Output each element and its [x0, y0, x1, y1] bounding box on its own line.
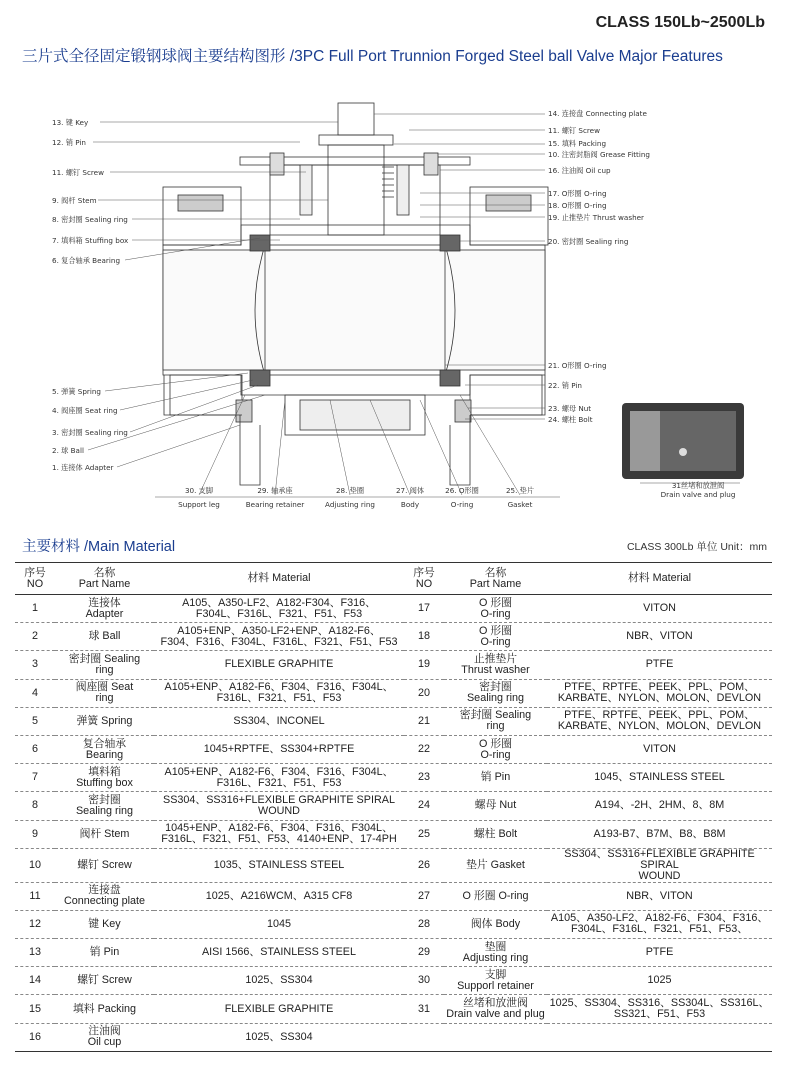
cell-material: 1025、A216WCM、A315 CF8	[205, 889, 353, 902]
cell-no: 5	[31, 714, 38, 727]
cell-no: 13	[28, 946, 41, 959]
cell-no: 20	[417, 686, 430, 699]
table-row	[15, 820, 772, 848]
cell-no: 30	[417, 974, 430, 987]
callout-o-ring-26-en: O-ring	[450, 500, 474, 509]
table-row	[15, 764, 772, 792]
cell-part-name: 注油阀 Oil cup	[87, 1025, 122, 1049]
callout-o-ring-18: 18. O形圈 O-ring	[548, 201, 607, 210]
callout-pin: 12. 销 Pin	[52, 138, 86, 147]
cell-no	[404, 1023, 444, 1051]
header-no-right: 序号 NO	[413, 566, 435, 590]
table-row	[15, 651, 772, 679]
cell-part-name: 连接盘 Connecting plate	[63, 884, 146, 908]
callout-adjusting-ring-en: Adjusting ring	[325, 500, 375, 509]
cell-no: 27	[417, 889, 430, 902]
cell-part-name: 支脚 Supporl retainer	[457, 968, 534, 992]
cell-part-name: 密封圈 Sealing ring	[68, 652, 141, 676]
callout-adjusting-ring-cn: 28. 垫圈	[335, 486, 365, 495]
table-row	[15, 995, 772, 1023]
cell-no: 2	[31, 630, 38, 643]
cell-part-name: 阀杆 Stem	[79, 827, 130, 840]
callout-adapter: 1. 连接体 Adapter	[52, 463, 114, 472]
cell-no: 9	[31, 827, 38, 840]
callout-thrust-washer: 19. 止推垫片 Thrust washer	[548, 213, 645, 222]
unit-label: CLASS 300Lb 单位 Unit：mm	[626, 541, 767, 553]
callout-stem: 9. 阀杆 Stem	[52, 196, 97, 205]
cell-no: 3	[31, 658, 38, 671]
cell-part-name: 螺钉 Screw	[77, 858, 132, 871]
cell-material: PTFE、RPTFE、PEEK、PPL、POM、 KARBATE、NYLON、MOLON、DEVLON	[557, 709, 762, 733]
connecting-plate-shape	[338, 103, 374, 135]
callout-body-cn: 27. 阀体	[395, 486, 425, 495]
callout-bearing-retainer-en: Bearing retainer	[245, 500, 305, 509]
cell-no: 10	[28, 858, 41, 871]
cell-part-name: 填料 Packing	[72, 1002, 136, 1015]
cell-part-name: 螺钉 Screw	[77, 974, 132, 987]
callout-ball: 2. 球 Ball	[52, 446, 84, 455]
cell-no: 14	[28, 974, 41, 987]
table-row	[15, 707, 772, 735]
callout-packing: 15. 填料 Packing	[548, 139, 607, 148]
cell-material: NBR、VITON	[626, 889, 693, 902]
cell-material: FLEXIBLE GRAPHITE	[224, 1002, 334, 1015]
cell-part-name: 密封圈 Sealing ring	[459, 709, 532, 733]
cell-no: 4	[31, 686, 38, 699]
valve-cross-section	[0, 95, 795, 525]
cell-material: 1045+ENP、A182-F6、F304、F316、F304L、 F316L、F321、F51、F53、4140+ENP、17-4PH	[161, 822, 397, 846]
inset-caption-cn: 31丝堵和放泄阀	[671, 481, 725, 490]
cell-material: PTFE、RPTFE、PEEK、PPL、POM、 KARBATE、NYLON、MOLON、DEVLON	[557, 681, 762, 705]
header-material-right: 材料 Material	[628, 572, 691, 584]
cell-material: A105、A350-LF2、A182-F304、F316、 F304L、F316L、F321、F51、F53	[182, 596, 376, 620]
cell-part-name: 阀体 Body	[470, 917, 521, 930]
header-no: 序号 NO	[24, 566, 46, 590]
callout-gasket-en: Gasket	[507, 500, 533, 509]
cell-part-name: 丝堵和放泄阀 Drain valve and plug	[446, 997, 545, 1021]
table-row	[15, 679, 772, 707]
callout-bolt: 24. 螺柱 Bolt	[548, 415, 593, 424]
cell-part-name: O 形圈 O-ring	[462, 889, 529, 902]
callout-sealing-ring-20: 20. 密封圈 Sealing ring	[548, 237, 629, 246]
callout-body-en: Body	[400, 500, 420, 509]
cell-material: 1045	[266, 917, 292, 930]
cell-no: 15	[28, 1002, 41, 1015]
callout-sealing-ring-8: 8. 密封圈 Sealing ring	[52, 215, 128, 224]
cell-no: 28	[417, 917, 430, 930]
cell-part-name: 填料箱 Stuffing box	[76, 765, 133, 789]
cell-no: 29	[417, 946, 430, 959]
callout-screw: 11. 螺钉 Screw	[52, 168, 104, 177]
callout-seat-ring: 4. 阀座圈 Seat ring	[52, 406, 118, 415]
cell-part-name: 销 Pin	[89, 946, 120, 959]
cell-part-name: 阀座圈 Seat ring	[75, 681, 134, 705]
cell-no: 25	[417, 827, 430, 840]
cell-no: 23	[417, 771, 430, 784]
page-title: 三片式全径固定锻钢球阀主要结构图形 /3PC Full Port Trunnion Forged Steel ball Valve Major Features	[22, 48, 723, 65]
table-row	[15, 848, 772, 882]
table-row	[15, 595, 772, 623]
stem-shape	[328, 145, 384, 235]
cell-part-name: O 形圈 O-ring	[479, 624, 512, 648]
cell-part-name: 止推垫片 Thrust washer	[461, 652, 530, 676]
table-row	[15, 623, 772, 651]
cell-no: 12	[28, 917, 41, 930]
cell-part-name: 垫片 Gasket	[466, 858, 525, 871]
callout-stuffing-box: 7. 填料箱 Stuffing box	[52, 236, 129, 245]
cell-no: 22	[417, 743, 430, 756]
cell-material: 1045、STAINLESS STEEL	[594, 771, 725, 784]
cell-material: FLEXIBLE GRAPHITE	[224, 658, 334, 671]
callout-support-leg-cn: 30. 支脚	[184, 486, 214, 495]
cell-no: 19	[417, 658, 430, 671]
cell-material: SS304、SS316+FLEXIBLE GRAPHITE SPIRAL WOUND	[564, 847, 755, 882]
cell-material: 1035、STAINLESS STEEL	[213, 858, 345, 871]
cell-no: 8	[31, 799, 38, 812]
callout-nut: 23. 螺母 Nut	[548, 404, 592, 413]
header-material: 材料 Material	[247, 572, 311, 584]
cell-no: 17	[417, 602, 430, 615]
table-row	[15, 967, 772, 995]
callout-o-ring-17: 17. O形圈 O-ring	[548, 189, 607, 198]
materials-section-title: 主要材料 /Main Material	[22, 539, 176, 555]
cell-part-name: 键 Key	[88, 917, 121, 930]
callout-oil-cup: 16. 注油阀 Oil cup	[548, 166, 611, 175]
callout-gasket-cn: 25. 垫片	[505, 486, 535, 495]
cell-part-name: O 形圈 O-ring	[479, 596, 512, 620]
inset-caption-en: Drain valve and plug	[660, 490, 736, 499]
cell-part-name: 密封圈 Sealing ring	[466, 681, 525, 705]
table-row	[15, 1023, 772, 1051]
cell-material: SS304、INCONEL	[233, 714, 325, 727]
callout-bearing-retainer-cn: 29. 轴承座	[257, 486, 293, 495]
cell-material: 1045+RPTFE、SS304+RPTFE	[203, 743, 355, 756]
cell-no: 26	[417, 858, 430, 871]
callout-spring: 5. 弹簧 Spring	[52, 387, 101, 396]
cell-part-name: 连接体 Adapter	[85, 596, 124, 620]
cell-material: A105、A350-LF2、A182-F6、F304、F316、 F304L、F316L、F321、F51、F53、	[550, 912, 769, 936]
cell-material: PTFE	[645, 658, 674, 671]
cell-material: 1025、SS304	[245, 974, 313, 987]
cell-part-name: 销 Pin	[480, 771, 511, 784]
callout-key: 13. 键 Key	[52, 118, 89, 127]
cell-part-name: 复合轴承 Bearing	[82, 737, 127, 761]
cell-no: 1	[31, 602, 38, 615]
cell-part-name: 密封圈 Sealing ring	[75, 793, 134, 817]
materials-table	[15, 562, 772, 1052]
cell-material: SS304、SS316+FLEXIBLE GRAPHITE SPIRAL WOUND	[163, 793, 395, 817]
cell-material: VITON	[643, 743, 676, 756]
table-row	[15, 882, 772, 910]
cell-no: 31	[417, 1002, 430, 1015]
callout-o-ring-26-cn: 26. O形圈	[445, 486, 479, 495]
cell-material: 1025、SS304、SS316、SS304L、SS316L、 SS321、F51、F53	[549, 997, 770, 1021]
callout-bearing: 6. 复合轴承 Bearing	[52, 256, 121, 265]
cell-part-name: 垫圈 Adjusting ring	[462, 940, 529, 964]
class-label: CLASS 150Lb~2500Lb	[595, 14, 765, 31]
cell-part-name: 螺母 Nut	[474, 799, 517, 812]
table-row	[15, 792, 772, 820]
cell-material: A105+ENP、A182-F6、F304、F316、F304L、 F316L、F321、F51、F53	[164, 681, 394, 705]
table-header-row	[15, 563, 772, 595]
cell-part-name: 螺柱 Bolt	[473, 827, 518, 840]
cell-material: AISI 1566、STAINLESS STEEL	[201, 946, 357, 959]
cell-no: 21	[417, 714, 430, 727]
cell-no: 24	[417, 799, 430, 812]
cell-part-name	[444, 1023, 547, 1051]
callout-o-ring-21: 21. O形圈 O-ring	[548, 361, 607, 370]
cell-part-name: 球 Ball	[88, 630, 121, 643]
cell-no: 16	[28, 1030, 41, 1043]
cell-no: 18	[417, 630, 430, 643]
cell-no: 11	[29, 889, 41, 902]
table-row	[15, 735, 772, 763]
cell-material: 1025、SS304	[245, 1030, 313, 1043]
drain-valve-inset	[622, 403, 744, 479]
valve-drawing	[0, 95, 795, 525]
callout-grease-fitting: 10. 注密封脂阀 Grease Fitting	[548, 150, 650, 159]
callout-screw-11: 11. 螺钉 Screw	[548, 126, 600, 135]
cell-material: A193-B7、B7M、B8、B8M	[593, 827, 726, 840]
cell-material	[547, 1023, 772, 1051]
callout-sealing-ring-3: 3. 密封圈 Sealing ring	[52, 428, 128, 437]
cell-part-name: 弹簧 Spring	[76, 714, 133, 727]
cell-no: 6	[31, 743, 38, 756]
callout-pin-22: 22. 销 Pin	[548, 381, 582, 390]
cell-material: NBR、VITON	[626, 630, 693, 643]
header-part-name-right: 名称 Part Name	[469, 566, 522, 590]
header-part-name: 名称 Part Name	[78, 566, 131, 590]
callout-connecting-plate: 14. 连接盘 Connecting plate	[548, 109, 647, 118]
table-row	[15, 939, 772, 967]
cell-no: 7	[31, 771, 38, 784]
cell-material: A194、-2H、2HM、8、8M	[594, 799, 725, 812]
cell-material: PTFE	[645, 946, 674, 959]
cell-material: 1025	[647, 974, 672, 987]
cell-material: A105+ENP、A350-LF2+ENP、A182-F6、 F304、F316、F304L、F316L、F321、F51、F53	[160, 624, 398, 648]
cell-material: VITON	[643, 602, 676, 615]
table-row	[15, 910, 772, 938]
callout-support-leg-en: Support leg	[178, 500, 220, 509]
cell-part-name: O 形圈 O-ring	[479, 737, 512, 761]
cell-material: A105+ENP、A182-F6、F304、F316、F304L、 F316L、F321、F51、F53	[164, 765, 394, 789]
